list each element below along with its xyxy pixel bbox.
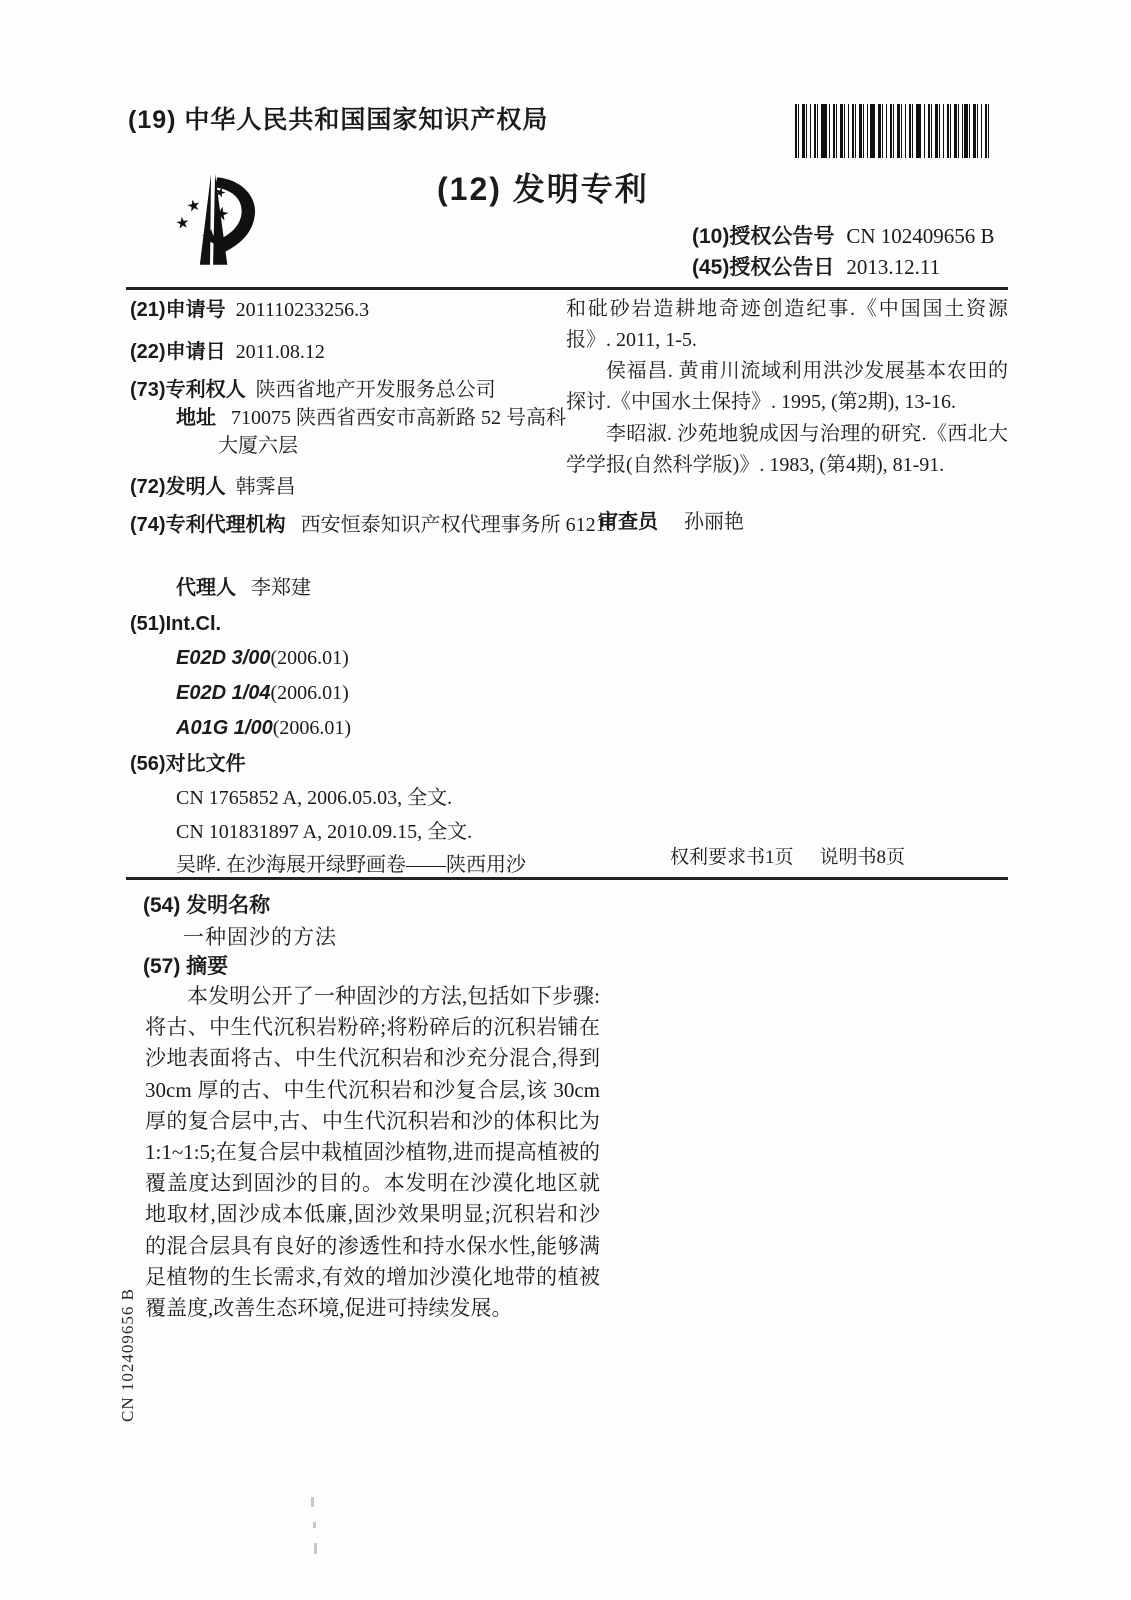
body-divider	[126, 877, 1008, 880]
abstract-label: (57) 摘要	[143, 955, 229, 978]
citation-continued: 和砒砂岩造耕地奇迹创造纪事.《中国国土资源报》. 2011, 1-5.	[566, 298, 1008, 351]
patentee-address	[130, 404, 566, 460]
publication-date-label: (45)授权公告日	[692, 256, 835, 279]
pagination-note	[670, 842, 905, 869]
citation-item: CN 101831897 A, 2010.09.15, 全文.	[176, 821, 473, 843]
agent-row	[130, 574, 612, 602]
description-pages: 说明书8页	[819, 847, 906, 868]
inventor-value: 韩霁昌	[235, 476, 296, 498]
address-value: 710075 陕西省西安市高新路 52 号高科大厦六层	[218, 407, 566, 457]
int-cl-row	[130, 610, 566, 638]
filing-date-value: 2011.08.12	[235, 341, 325, 363]
issuing-office: (19) 中华人民共和国国家知识产权局	[128, 106, 549, 134]
agent-label: 代理人	[176, 577, 236, 599]
publication-date-line	[692, 251, 940, 281]
examiner-label: 审查员	[598, 511, 658, 533]
agent-value: 李郑建	[251, 577, 311, 599]
invention-title-label: (54) 发明名称	[143, 894, 271, 917]
side-publication-code: CN 102409656 B	[118, 1288, 137, 1422]
application-number-label: (21)申请号	[130, 299, 226, 321]
filing-date-row	[130, 338, 566, 366]
int-cl-code: E02D 3/00	[176, 647, 271, 669]
address-label: 地址	[176, 407, 216, 429]
citation-continued: 李昭淑. 沙苑地貌成因与治理的研究.《西北大学学报(自然科学版)》. 1983, (第4期), 81-91.	[566, 423, 1008, 476]
examiner-row	[598, 507, 744, 538]
inventor-row	[130, 473, 566, 501]
cnipa-logo-icon	[156, 164, 262, 276]
claims-pages: 权利要求书1页	[670, 847, 794, 868]
int-cl-entry	[130, 679, 612, 707]
int-cl-entry	[130, 714, 612, 742]
patentee-label: (73)专利权人	[130, 379, 246, 401]
agency-label: (74)专利代理机构	[130, 514, 286, 536]
citation-continued: 侯福昌. 黄甫川流域利用洪沙发展基本农田的探讨.《中国水土保持》. 1995, (第2期), 13-16.	[566, 360, 1008, 413]
publication-number-label: (10)授权公告号	[692, 225, 835, 248]
citations-row	[130, 750, 566, 778]
application-number-row	[130, 296, 566, 324]
examiner-value: 孙丽艳	[684, 511, 744, 533]
int-cl-entry	[130, 644, 612, 672]
invention-title: 一种固沙的方法	[183, 925, 337, 949]
scan-artifact	[314, 1543, 317, 1554]
publication-number-value: CN 102409656 B	[846, 224, 995, 248]
scan-artifact	[311, 1497, 314, 1507]
int-cl-year: (2006.01)	[270, 647, 349, 669]
int-cl-code: E02D 1/04	[176, 682, 271, 704]
header-divider	[126, 287, 1008, 290]
citation-item: CN 1765852 A, 2006.05.03, 全文.	[176, 787, 453, 809]
filing-date-label: (22)申请日	[130, 341, 226, 363]
inventor-label: (72)发明人	[130, 476, 226, 498]
patentee-value: 陕西省地产开发服务总公司	[255, 379, 496, 401]
int-cl-year: (2006.01)	[272, 717, 352, 739]
agency-value: 西安恒泰知识产权代理事务所 61216	[300, 514, 616, 536]
int-cl-code: A01G 1/00	[176, 717, 273, 739]
abstract-text: 本发明公开了一种固沙的方法,包括如下步骤:将古、中生代沉积岩粉碎;将粉碎后的沉积岩铺在沙地表面将古、中生代沉积岩和沙充分混合,得到 30cm 厚的古、中生代沉积岩和沙复合层,该 30cm 厚的复合层中,古、中生代沉积岩和沙的体积比为1:1~1:5;在复合层中栽植固沙植物,进而提高植被的覆盖度达到固沙的目的。本发明在沙漠化地区就地取材,固沙成本低廉,固沙效果明显;沉积岩和沙的混合层具有良好的渗透性和持水保水性,能够满足植物的生长需求,有效的增加沙漠化地带的植被覆盖度,改善生态环境,促进可持续发展。	[145, 984, 600, 1321]
scan-artifact	[313, 1522, 316, 1528]
publication-number-line	[692, 220, 995, 250]
int-cl-year: (2006.01)	[270, 682, 349, 704]
citations-label: (56)对比文件	[130, 753, 246, 775]
publication-date-value: 2013.12.11	[846, 255, 941, 279]
citation-item: 吴晔. 在沙海展开绿野画卷——陕西用沙	[176, 854, 526, 876]
application-number-value: 201110233256.3	[235, 299, 370, 321]
int-cl-label: (51)Int.Cl.	[130, 613, 222, 635]
barcode-icon	[795, 104, 992, 158]
document-type: (12) 发明专利	[437, 171, 649, 207]
patentee-row	[130, 376, 566, 460]
